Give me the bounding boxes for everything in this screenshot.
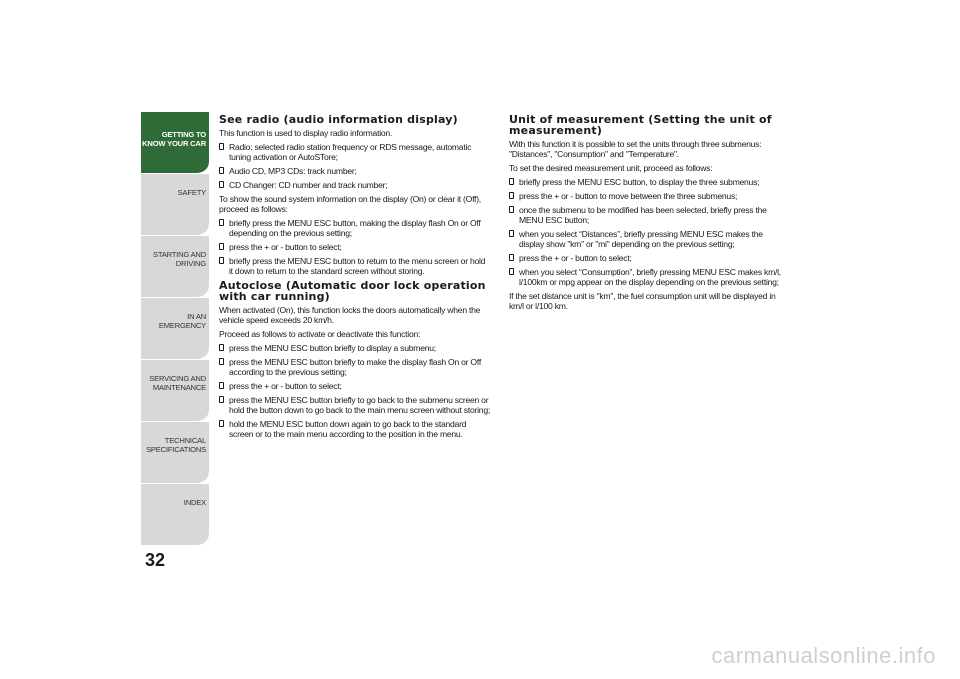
section-heading: Autoclose (Automatic door lock operation with car running) <box>219 279 486 303</box>
list-item: press the MENU ESC button briefly to display a submenu; <box>219 343 491 353</box>
list-item: Audio CD, MP3 CDs: track number; <box>219 166 491 176</box>
list-item: CD Changer: CD number and track number; <box>219 180 491 190</box>
tab-in-an-emergency[interactable] <box>141 298 209 360</box>
checkbox-bullet-icon <box>219 219 224 226</box>
checkbox-bullet-icon <box>509 206 514 213</box>
checkbox-bullet-icon <box>219 344 224 351</box>
checkbox-bullet-icon <box>219 181 224 188</box>
tab-label: STARTING AND DRIVING <box>152 250 206 268</box>
left-column <box>219 112 491 443</box>
tab-label: INDEX <box>183 498 206 507</box>
tab-label: IN AN EMERGENCY <box>158 312 206 330</box>
checkbox-bullet-icon <box>219 257 224 264</box>
tab-label: TECHNICAL SPECIFICATIONS <box>146 436 206 454</box>
checkbox-bullet-icon <box>509 254 514 261</box>
checkbox-bullet-icon <box>509 192 514 199</box>
tab-label: SAFETY <box>177 188 206 197</box>
list-item: when you select “Consumption”, briefly pressing MENU ESC makes km/l, l/100km or mpg appear on the display depending on the previous setting; <box>509 267 781 287</box>
list-item: when you select “Distances”, briefly pressing MENU ESC makes the display show "km" or "mi" depending on the previous setting; <box>509 229 781 249</box>
tab-index[interactable] <box>141 484 209 546</box>
list-item: briefly press the MENU ESC button, making the display flash On or Off depending on the previous setting; <box>219 218 491 238</box>
page-number: 32 <box>145 550 166 570</box>
checkbox-bullet-icon <box>509 268 514 275</box>
tab-technical-specifications[interactable] <box>141 422 209 484</box>
tab-label: SERVICING AND MAINTENANCE <box>149 374 206 392</box>
checkbox-bullet-icon <box>509 178 514 185</box>
checkbox-bullet-icon <box>219 167 224 174</box>
paragraph: With this function it is possible to set the units through three submenus: "Distances", "Consumption" and "Temperature". <box>509 139 762 159</box>
list-item: press the MENU ESC button briefly to make the display flash On or Off according to the previous setting; <box>219 357 491 377</box>
list-item: press the + or - button to select; <box>219 381 491 391</box>
paragraph: When activated (On), this function locks the doors automatically when the vehicle speed exceeds 20 km/h. <box>219 305 481 325</box>
tab-getting-to-know-your-car[interactable] <box>141 112 209 174</box>
checkbox-bullet-icon <box>219 358 224 365</box>
list-item: press the + or - button to select; <box>219 242 491 252</box>
list-item: hold the MENU ESC button down again to go back to the standard screen or to the main menu according to the position in the menu. <box>219 419 491 439</box>
checkbox-bullet-icon <box>219 243 224 250</box>
paragraph: Proceed as follows to activate or deactivate this function: <box>219 329 421 339</box>
list-item: briefly press the MENU ESC button, to display the three submenus; <box>509 177 781 187</box>
tab-starting-and-driving[interactable] <box>141 236 209 298</box>
list-item: press the + or - button to move between the three submenus; <box>509 191 781 201</box>
tab-safety[interactable] <box>141 174 209 236</box>
watermark: carmanualsonline.info <box>711 643 936 668</box>
paragraph: If the set distance unit is "km", the fuel consumption unit will be displayed in km/l or l/100 km. <box>509 291 776 311</box>
list-item: press the MENU ESC button briefly to go back to the submenu screen or hold the button down to go back to the main menu screen without storing; <box>219 395 491 415</box>
right-column <box>509 112 781 315</box>
chapter-sidebar <box>141 112 209 546</box>
list-item: press the + or - button to select; <box>509 253 781 263</box>
section-heading: Unit of measurement (Setting the unit of measurement) <box>509 113 772 137</box>
section-heading: See radio (audio information display) <box>219 113 458 126</box>
checkbox-bullet-icon <box>219 396 224 403</box>
paragraph: To show the sound system information on the display (On) or clear it (Off), proceed as follows: <box>219 194 481 214</box>
paragraph: This function is used to display radio information. <box>219 128 393 138</box>
checkbox-bullet-icon <box>219 382 224 389</box>
list-item: Radio: selected radio station frequency or RDS message, automatic tuning activation or AutoSTore; <box>219 142 491 162</box>
list-item: once the submenu to be modified has been selected, briefly press the MENU ESC button; <box>509 205 781 225</box>
tab-servicing-and-maintenance[interactable] <box>141 360 209 422</box>
checkbox-bullet-icon <box>509 230 514 237</box>
list-item: briefly press the MENU ESC button to return to the menu screen or hold it down to return to the standard screen without storing. <box>219 256 491 276</box>
tab-label: GETTING TO KNOW YOUR CAR <box>142 130 206 148</box>
checkbox-bullet-icon <box>219 420 224 427</box>
paragraph: To set the desired measurement unit, proceed as follows: <box>509 163 713 173</box>
checkbox-bullet-icon <box>219 143 224 150</box>
